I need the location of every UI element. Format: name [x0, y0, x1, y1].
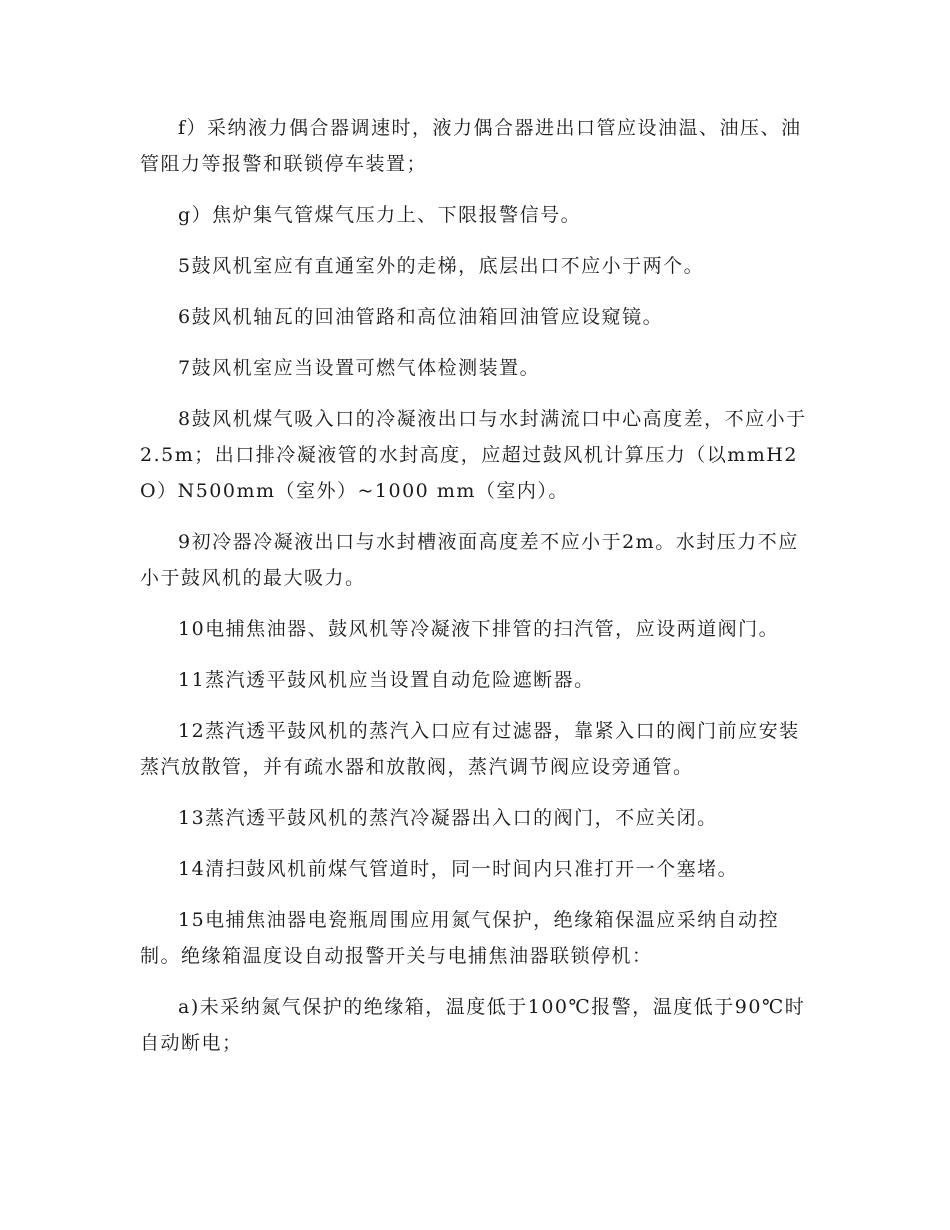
paragraph-15-electrostatic-precipitator: 15电捕焦油器电瓷瓶周围应用氮气保护，绝缘箱保温应采纳自动控制。绝缘箱温度设自动报警开关与电捕焦油器联锁停机：	[140, 909, 780, 967]
paragraph-12-steam-inlet-filter: 12蒸汽透平鼓风机的蒸汽入口应有过滤器，靠紧入口的阀门前应安装蒸汽放散管，并有疏水器和放散阀，蒸汽调节阀应设旁通管。	[140, 720, 800, 778]
paragraph-6-sight-glass: 6鼓风机轴瓦的回油管路和高位油箱回油管应设窥镜。	[178, 306, 664, 328]
paragraph-13-condenser-valves: 13蒸汽透平鼓风机的蒸汽冷凝器出入口的阀门，不应关闭。	[178, 807, 718, 829]
paragraph-10-sweep-steam-pipe: 10电捕焦油器、鼓风机等冷凝液下排管的扫汽管，应设两道阀门。	[178, 618, 780, 640]
paragraph-g-gas-pressure-alarm: g）焦炉集气管煤气压力上、下限报警信号。	[178, 204, 582, 226]
paragraph-11-trip-device: 11蒸汽透平鼓风机应当设置自动危险遮断器。	[178, 669, 595, 691]
paragraph-a-insulation-box: a)未采纳氮气保护的绝缘箱，温度低于100℃报警，温度低于90℃时自动断电；	[140, 996, 806, 1054]
document-body	[140, 110, 810, 1071]
paragraph-8-water-seal-height: 8鼓风机煤气吸入口的冷凝液出口与水封满流口中心高度差，不应小于2.5m；出口排冷凝液管的水封高度，应超过鼓风机计算压力（以mmH2O）N500mm（室外）~1000 mm（室内）。	[140, 408, 807, 502]
paragraph-f-hydraulic-coupler: f）采纳液力偶合器调速时，液力偶合器进出口管应设油温、油压、油管阻力等报警和联锁停车装置；	[140, 117, 802, 175]
paragraph-9-primary-cooler: 9初冷器冷凝液出口与水封槽液面高度差不应小于2m。水封压力不应小于鼓风机的最大吸力。	[140, 531, 799, 589]
paragraph-7-gas-detection: 7鼓风机室应当设置可燃气体检测装置。	[178, 357, 541, 379]
paragraph-5-blower-room-exits: 5鼓风机室应有直通室外的走梯，底层出口不应小于两个。	[178, 255, 705, 277]
paragraph-14-pipe-cleaning: 14清扫鼓风机前煤气管道时，同一时间内只准打开一个塞堵。	[178, 858, 739, 880]
